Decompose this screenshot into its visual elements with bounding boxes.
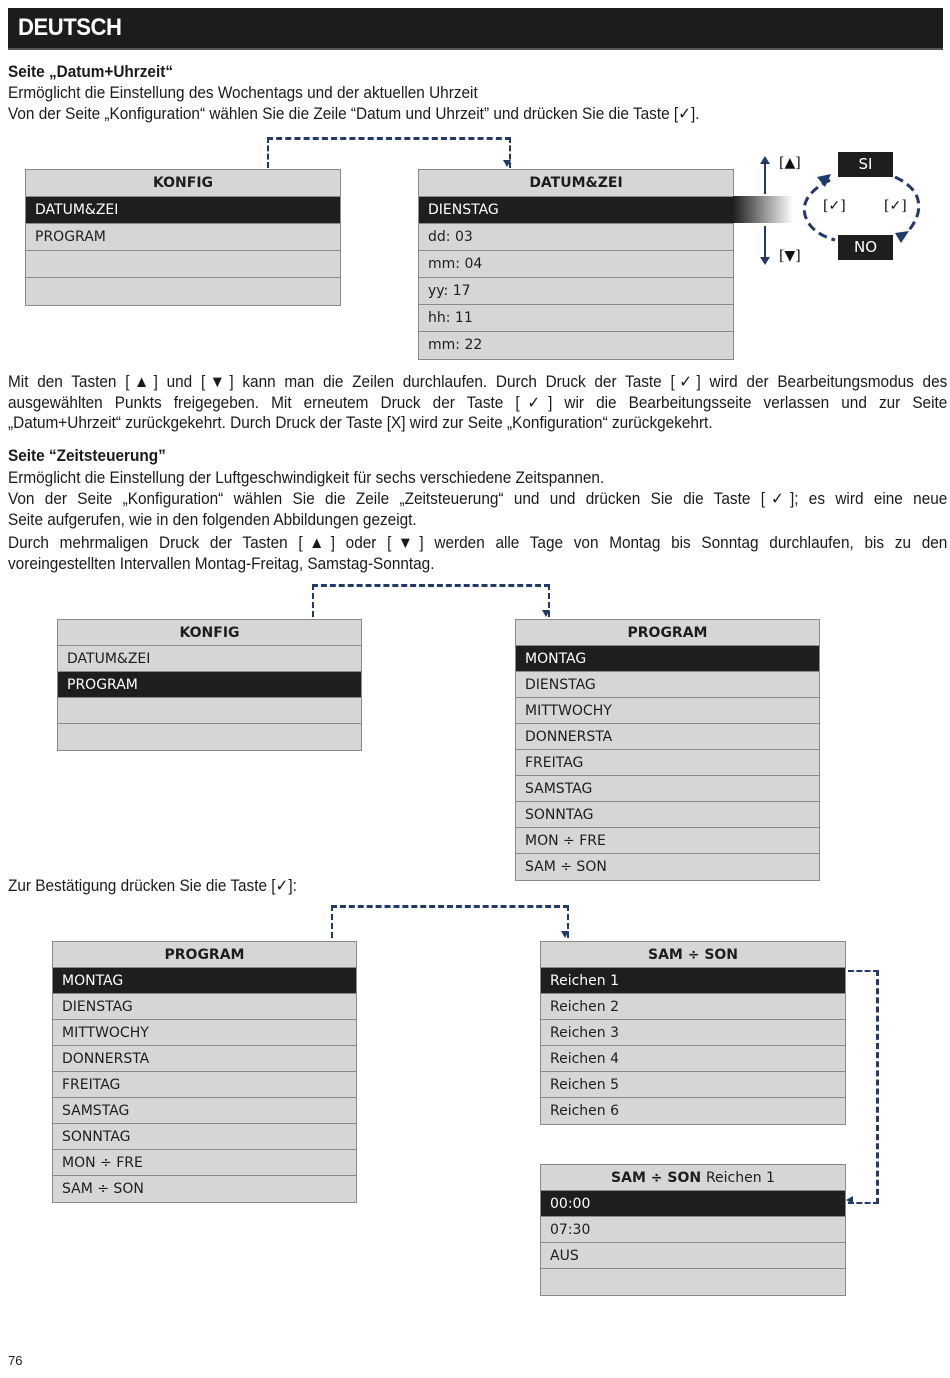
arrow-icon bbox=[895, 231, 909, 243]
screen-title: SAM ÷ SON bbox=[541, 942, 845, 968]
text-line: Seite aufgerufen, wie in den folgenden Abbildungen gezeigt. bbox=[8, 510, 417, 529]
language-header bbox=[8, 8, 943, 50]
menu-item-empty bbox=[58, 698, 361, 724]
day-item-sonntag[interactable]: SONNTAG bbox=[53, 1124, 356, 1150]
range-item-5[interactable]: Reichen 5 bbox=[541, 1072, 845, 1098]
down-arrow-line bbox=[764, 226, 766, 258]
day-item-dienstag[interactable]: DIENSTAG bbox=[53, 994, 356, 1020]
menu-item-program[interactable]: PROGRAM bbox=[58, 672, 361, 698]
flow-connector bbox=[312, 584, 550, 617]
yes-button[interactable]: SI bbox=[838, 152, 893, 177]
field-year[interactable]: yy: 17 bbox=[419, 278, 733, 305]
field-start-time[interactable]: 00:00 bbox=[541, 1191, 845, 1217]
day-item-sam-son[interactable]: SAM ÷ SON bbox=[525, 859, 607, 875]
menu-item-datum-zeit[interactable]: DATUM&ZEI bbox=[58, 646, 361, 672]
paragraph bbox=[8, 489, 947, 530]
day-item-montag[interactable]: MONTAG bbox=[516, 646, 819, 672]
field-hour[interactable]: hh: 11 bbox=[419, 305, 733, 332]
title-days: SAM ÷ SON bbox=[611, 1170, 702, 1186]
arrow-down-icon bbox=[561, 931, 569, 938]
flow-connector bbox=[331, 905, 569, 938]
text-line: voreingestellten Intervallen Montag-Freitag, Samstag-Sonntag. bbox=[8, 554, 435, 573]
day-item-donnerstag[interactable]: DONNERSTA bbox=[516, 724, 819, 750]
section-title-datum: Seite „Datum+Uhrzeit“ bbox=[8, 63, 174, 81]
menu-item-datum-zeit[interactable]: DATUM&ZEI bbox=[26, 197, 340, 224]
screen-title bbox=[541, 1165, 845, 1191]
day-item-samstag[interactable]: SAMSTAG bbox=[516, 776, 819, 802]
screen-title: DATUM&ZEI bbox=[419, 170, 733, 197]
key-confirm-left[interactable]: [✓] bbox=[823, 198, 846, 214]
toggle-cycle-diagram bbox=[795, 165, 930, 250]
flow-connector bbox=[848, 970, 879, 1204]
range-item-3[interactable]: Reichen 3 bbox=[541, 1020, 845, 1046]
text-line: Von der Seite „Konfiguration“ wählen Sie die Zeile „Zeitsteuerung“ und und drücken Sie die Taste [✓]; es wird eine neue bbox=[8, 490, 948, 508]
field-empty bbox=[541, 1269, 845, 1295]
key-down[interactable]: [▼] bbox=[779, 248, 801, 264]
day-item-mittwoch[interactable]: MITTWOCHY bbox=[53, 1020, 356, 1046]
arrow-left-icon bbox=[846, 1196, 853, 1204]
arrow-down-icon bbox=[760, 257, 770, 265]
key-up[interactable]: [▲] bbox=[779, 155, 801, 171]
paragraph bbox=[8, 533, 947, 574]
screen-program bbox=[52, 941, 357, 1203]
arrow-down-icon bbox=[503, 160, 511, 167]
paragraph: Ermöglicht die Einstellung der Luftgeschwindigkeit für sechs verschiedene Zeitspannen. bbox=[8, 469, 605, 487]
field-speed[interactable]: AUS bbox=[541, 1243, 845, 1269]
range-item-2[interactable]: Reichen 2 bbox=[541, 994, 845, 1020]
text-line: Durch mehrmaligen Druck der Tasten [▲] oder [▼] werden alle Tage von Montag bis Sonntag durchlaufen, bis zu den bbox=[8, 534, 948, 552]
screen-konfig bbox=[25, 169, 341, 306]
screen-sam-son bbox=[540, 941, 846, 1125]
paragraph: Von der Seite „Konfiguration“ wählen Sie die Zeile “Datum und Uhrzeit” und drücken Sie die Taste [✓]. bbox=[8, 105, 700, 123]
flow-connector bbox=[267, 137, 511, 168]
selection-gradient bbox=[733, 196, 793, 223]
menu-item-empty bbox=[26, 278, 340, 305]
day-item-sonntag[interactable]: SONNTAG bbox=[516, 802, 819, 828]
day-item-samstag[interactable]: SAMSTAG bbox=[53, 1098, 356, 1124]
field-day[interactable]: dd: 03 bbox=[419, 224, 733, 251]
page-number: 76 bbox=[8, 1353, 23, 1368]
language-title: DEUTSCH bbox=[18, 14, 122, 41]
day-item-mon-fre[interactable]: MON ÷ FRE bbox=[53, 1150, 356, 1176]
range-item-6[interactable]: Reichen 6 bbox=[550, 1103, 620, 1119]
day-item-freitag[interactable]: FREITAG bbox=[516, 750, 819, 776]
screen-title: PROGRAM bbox=[53, 942, 356, 968]
field-weekday[interactable]: DIENSTAG bbox=[419, 197, 733, 224]
menu-item-empty bbox=[26, 251, 340, 278]
section-title-zeitsteuerung: Seite “Zeitsteuerung” bbox=[8, 447, 166, 465]
title-range: Reichen 1 bbox=[705, 1170, 775, 1186]
paragraph: Ermöglicht die Einstellung des Wochentags und der aktuellen Uhrzeit bbox=[8, 84, 478, 102]
text-line: „Datum+Uhrzeit“ zurückgekehrt. Durch Druck der Taste [X] wird zur Seite „Konfiguration“ zurückgekehrt. bbox=[8, 414, 713, 432]
day-item-donnerstag[interactable]: DONNERSTA bbox=[53, 1046, 356, 1072]
range-item-1[interactable]: Reichen 1 bbox=[541, 968, 845, 994]
day-item-sam-son[interactable]: SAM ÷ SON bbox=[62, 1181, 144, 1197]
key-confirm-right[interactable]: [✓] bbox=[884, 198, 907, 214]
day-item-mittwoch[interactable]: MITTWOCHY bbox=[516, 698, 819, 724]
screen-program bbox=[515, 619, 820, 881]
menu-item-program[interactable]: PROGRAM bbox=[26, 224, 340, 251]
screen-title: PROGRAM bbox=[516, 620, 819, 646]
menu-item-empty bbox=[58, 724, 361, 750]
screen-title: KONFIG bbox=[58, 620, 361, 646]
text-line: ausgewählten Punkts freigegeben. Mit erneutem Druck der Taste [✓] wir die Bearbeitungsseite verlassen und zur Seite bbox=[8, 393, 948, 412]
range-item-4[interactable]: Reichen 4 bbox=[541, 1046, 845, 1072]
day-item-freitag[interactable]: FREITAG bbox=[53, 1072, 356, 1098]
day-item-dienstag[interactable]: DIENSTAG bbox=[516, 672, 819, 698]
field-month[interactable]: mm: 04 bbox=[419, 251, 733, 278]
paragraph-navigation bbox=[8, 372, 947, 434]
field-minute[interactable]: mm: 22 bbox=[428, 337, 483, 353]
screen-konfig bbox=[57, 619, 362, 751]
paragraph-confirm: Zur Bestätigung drücken Sie die Taste [✓]: bbox=[8, 877, 297, 895]
day-item-montag[interactable]: MONTAG bbox=[53, 968, 356, 994]
arrow-up-icon bbox=[760, 156, 770, 164]
text-line: Mit den Tasten [▲] und [▼] kann man die Zeilen durchlaufen. Durch Druck der Taste [✓] wird der Bearbeitungsmodus des bbox=[8, 373, 948, 391]
arrow-down-icon bbox=[542, 610, 550, 617]
field-end-time[interactable]: 07:30 bbox=[541, 1217, 845, 1243]
screen-datum-zeit bbox=[418, 169, 734, 360]
up-arrow-line bbox=[764, 162, 766, 194]
day-item-mon-fre[interactable]: MON ÷ FRE bbox=[516, 828, 819, 854]
screen-range-detail bbox=[540, 1164, 846, 1296]
screen-title: KONFIG bbox=[26, 170, 340, 197]
no-button[interactable]: NO bbox=[838, 235, 893, 260]
